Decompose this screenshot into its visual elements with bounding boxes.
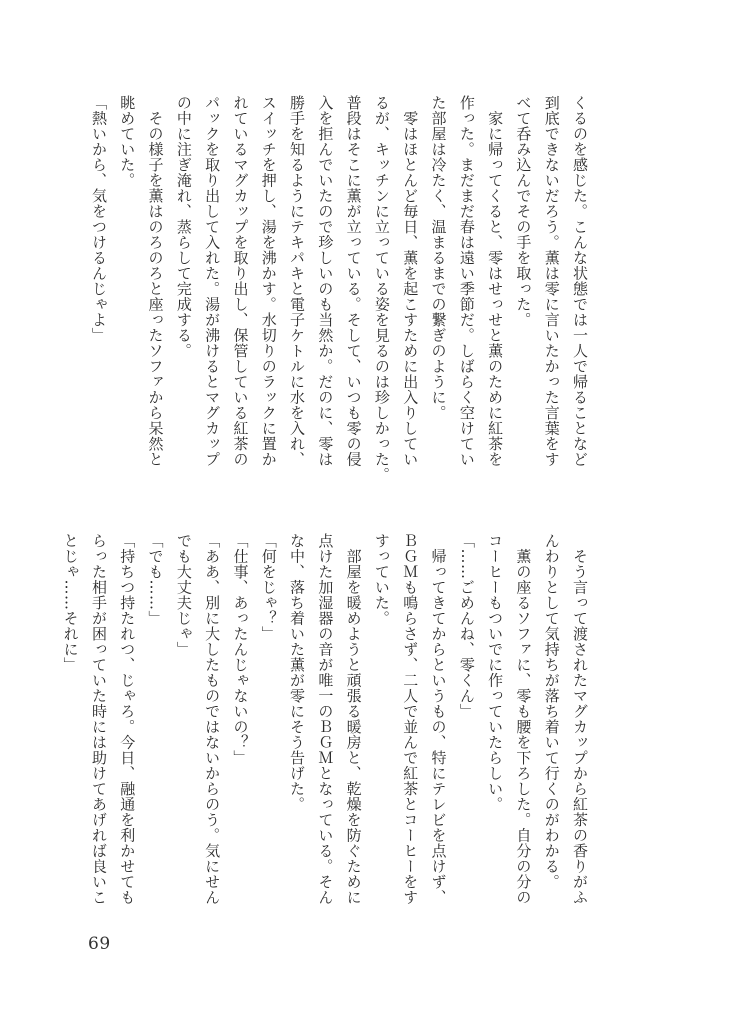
text-line: 普段はそこに薫が立っている。そして、いつも零の侵 xyxy=(344,95,363,467)
text-line: 作った。まだまだ春は遠い季節だ。しばらく空けてい xyxy=(457,95,476,467)
text-line: 「ああ、別に大したものではないからのう。気にせん xyxy=(203,533,222,905)
text-line: 「仕事、あったんじゃないの？」 xyxy=(231,533,250,766)
text-line: 「持ちつ持たれつ、じゃろ。今日、融通を利かせても xyxy=(118,533,137,905)
text-line: れているマグカップを取り出し、保管している紅茶の xyxy=(231,95,250,467)
text-line: すっていた。 xyxy=(372,533,391,626)
text-line: 帰ってきてからというもの、特にテレビを点けず、 xyxy=(429,533,448,905)
lower-text-block xyxy=(56,533,594,925)
text-line: るが、キッチンに立っている姿を見るのは珍しかった。 xyxy=(372,95,391,483)
text-line: な中、落ち着いた薫が零にそう告げた。 xyxy=(288,533,307,812)
text-line: そう言って渡されたマグカップから紅茶の香りがふ xyxy=(571,533,589,905)
text-line: 点けた加湿器の音が唯一のＢＧＭとなっている。そん xyxy=(316,533,335,905)
text-line: らった相手が困っていた時には助けてあげれば良いこ xyxy=(89,533,108,905)
text-line: スイッチを押し、湯を沸かす。水切りのラックに置か xyxy=(259,95,278,467)
text-line: でも大丈夫じゃ」 xyxy=(174,533,193,657)
text-line: 勝手を知るようにテキパキと電子ケトルに水を入れ、 xyxy=(288,95,307,467)
text-line: 「何をじゃ？」 xyxy=(259,533,278,642)
text-line: べて呑み込んでその手を取った。 xyxy=(514,95,533,328)
text-line: 入を拒んでいたので珍しいのも当然か。だのに、零は xyxy=(316,95,335,467)
text-line: 「……ごめんね、零くん」 xyxy=(457,533,476,719)
text-line: パックを取り出して入れた。湯が沸けるとマグカップ xyxy=(203,95,222,467)
text-line: の中に注ぎ淹れ、蒸らして完成する。 xyxy=(174,95,193,359)
text-line: た部屋は冷たく、温まるまでの繋ぎのように。 xyxy=(429,95,448,421)
text-line: くるのを感じた。こんな状態では一人で帰ることなど xyxy=(571,95,589,467)
text-line: 部屋を暖めようと頑張る暖房と、乾燥を防ぐために xyxy=(344,533,363,905)
upper-text-block xyxy=(85,95,594,487)
text-line: コーヒーもついでに作っていたらしい。 xyxy=(486,533,505,812)
text-line: 到底できないだろう。薫は零に言いたかった言葉をす xyxy=(542,95,561,467)
text-line: その様子を薫はのろのろと座ったソファから呆然と xyxy=(146,95,165,467)
text-line: 薫の座るソファに、零も腰を下ろした。自分の分の xyxy=(514,533,533,905)
page-number: 69 xyxy=(88,934,111,954)
text-line: んわりとして気持ちが落ち着いて行くのがわかる。 xyxy=(542,533,561,890)
text-line: 眺めていた。 xyxy=(118,95,137,188)
text-line: とじゃ……それに」 xyxy=(61,533,80,673)
text-line: 零はほとんど毎日、薫を起こすために出入りしてい xyxy=(401,95,420,467)
text-line: 「でも……」 xyxy=(146,533,165,626)
text-line: 「熱いから、気をつけるんじゃよ」 xyxy=(89,95,108,343)
text-line: ＢＧＭも鳴らさず、二人で並んで紅茶とコーヒーをす xyxy=(401,533,420,905)
text-line: 家に帰ってくると、零はせっせと薫のために紅茶を xyxy=(486,95,505,467)
